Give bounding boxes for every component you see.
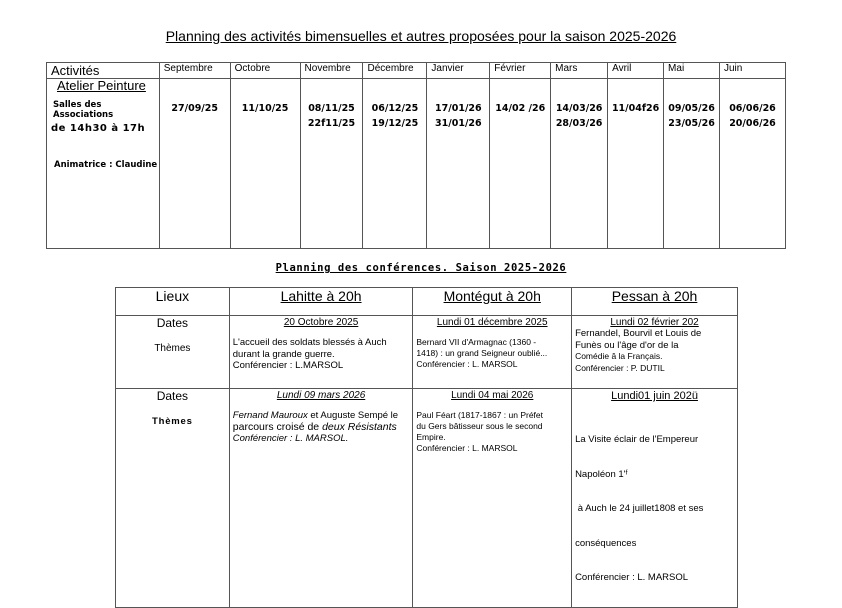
page-title: Planning des activités bimensuelles et autres proposées pour la saison 2025-2026 [165,28,677,44]
session-date: 27/09/25 [171,103,218,114]
themes-label: Thèmes [152,416,193,427]
conference-text-italic: deux Résistants [322,420,397,433]
session-date: 14/03/26 [555,103,603,114]
conference-date-italic: Lundi 09 mars 2026 [276,390,366,401]
conference-date: 20 Octobre 2025 [283,317,359,328]
conferences-title: Planning des conférences. Saison 2025-2026 [275,262,567,274]
month-header: Mars [551,63,608,79]
conference-text: 1418) : un grand Seigneur oublié... [416,348,548,358]
conference-speaker: Conférencier : P. DUTIL [575,362,665,373]
atelier-place: Salles des Associations [53,100,114,120]
month-dates-cell [608,79,664,249]
conference-speaker: Conférencier : L. MARSOL [575,572,689,583]
conference-person: Fernand Mauroux [232,410,308,421]
conference-date [230,390,413,401]
session-date: 14/02 /26 [495,103,546,114]
month-dates-cell [490,79,551,249]
conference-cell [413,316,572,389]
conference-text: du Gers bâtisseur sous le second [416,421,543,431]
dates-themes-label-cell [116,316,230,389]
month-dates-cell [230,79,300,249]
month-header: Mai [664,63,720,79]
activites-header: Activités [47,63,160,79]
atelier-hours: de 14h30 à 17h [51,123,146,134]
session-date: 06/06/26 [729,103,776,114]
session-date: 31/01/26 [435,118,482,129]
dates-label: Dates [156,389,189,403]
conference-text: L'accueil des soldats blessés à Auch [232,337,387,348]
conference-text: à Auch le 24 juillet1808 et ses [575,503,704,514]
conference-speaker: Conférencier : L. MARSOL [416,359,518,369]
conference-speaker: Conférencier : L. MARSOL. [232,433,349,444]
session-date: 11/04f26 [611,103,660,114]
month-header: Septembre [159,63,230,79]
month-dates-cell [551,79,608,249]
conference-cell [229,316,413,389]
conference-date: Lundi 02 février 202 [610,317,699,328]
city-montegut: Montégut à 20h [413,288,572,316]
month-header: Janvier [427,63,490,79]
session-date: 19/12/25 [371,118,419,129]
conference-cell [413,389,572,608]
month-dates-cell [159,79,230,249]
session-date: 09/05/26 [668,103,715,114]
lieux-label: Lieux [116,288,230,316]
conference-date: Lundi 04 mai 2026 [451,390,534,401]
session-date: 11/10/25 [241,103,289,114]
month-dates-cell [427,79,490,249]
conference-text: et Auguste Sempé le [307,410,399,421]
session-date: 17/01/26 [435,103,482,114]
month-dates-cell [300,79,363,249]
conference-text: Comédie â la Français. [575,351,663,361]
month-header: Octobre [230,63,300,79]
activities-table [46,62,786,249]
month-header: Juin [720,63,786,79]
conference-date: Lundi 01 décembre 2025 [436,317,548,328]
conference-text: Funès ou l'âge d'or de la [575,339,679,351]
session-date: 22f11/25 [307,118,356,129]
city-pessan: Pessan à 20h [572,288,738,316]
session-date: 28/03/26 [555,118,603,129]
dates-label: Dates [156,316,189,330]
dates-themes-label-cell [116,389,230,608]
session-date: 23/05/26 [668,118,715,129]
conference-cell [572,316,738,389]
conference-text: Paul Féart (1817-1867 : un Préfet [416,410,544,420]
conference-text: Fernandel, Bourvil et Louis de [575,328,702,339]
month-header: Février [490,63,551,79]
themes-label: Thèmes [154,343,191,354]
conference-text: parcours croisé de [232,420,323,433]
conference-text: Empire. [416,432,446,442]
conference-text: Napoléon 1'ᶠ [575,468,628,480]
session-date: 20/06/26 [729,118,776,129]
month-header: Novembre [300,63,363,79]
conference-date: Lundi01 juin 202ü [611,390,698,402]
conference-text: La Visite éclair de l'Empereur [575,434,699,445]
conference-cell [229,389,413,608]
conference-text: durant la grande guerre. [232,348,335,360]
conference-text: Bernard VII d'Armagnac (1360 - [416,337,537,347]
atelier-animator: Animatrice : Claudine [54,160,158,170]
conferences-table [115,287,738,608]
month-dates-cell [664,79,720,249]
month-dates-cell [720,79,786,249]
atelier-cell [47,79,160,249]
session-date: 08/11/25 [308,103,355,114]
month-dates-cell [363,79,427,249]
atelier-name: Atelier Peinture [57,78,146,93]
month-header: Décembre [363,63,427,79]
conference-text: conséquences [575,537,637,549]
conference-speaker: Conférencier : L.MARSOL [232,360,344,371]
conference-cell [572,389,738,608]
city-lahitte: Lahitte à 20h [229,288,413,316]
conference-speaker: Conférencier : L. MARSOL [416,443,518,453]
session-date: 06/12/25 [371,103,419,114]
month-header: Avril [608,63,664,79]
